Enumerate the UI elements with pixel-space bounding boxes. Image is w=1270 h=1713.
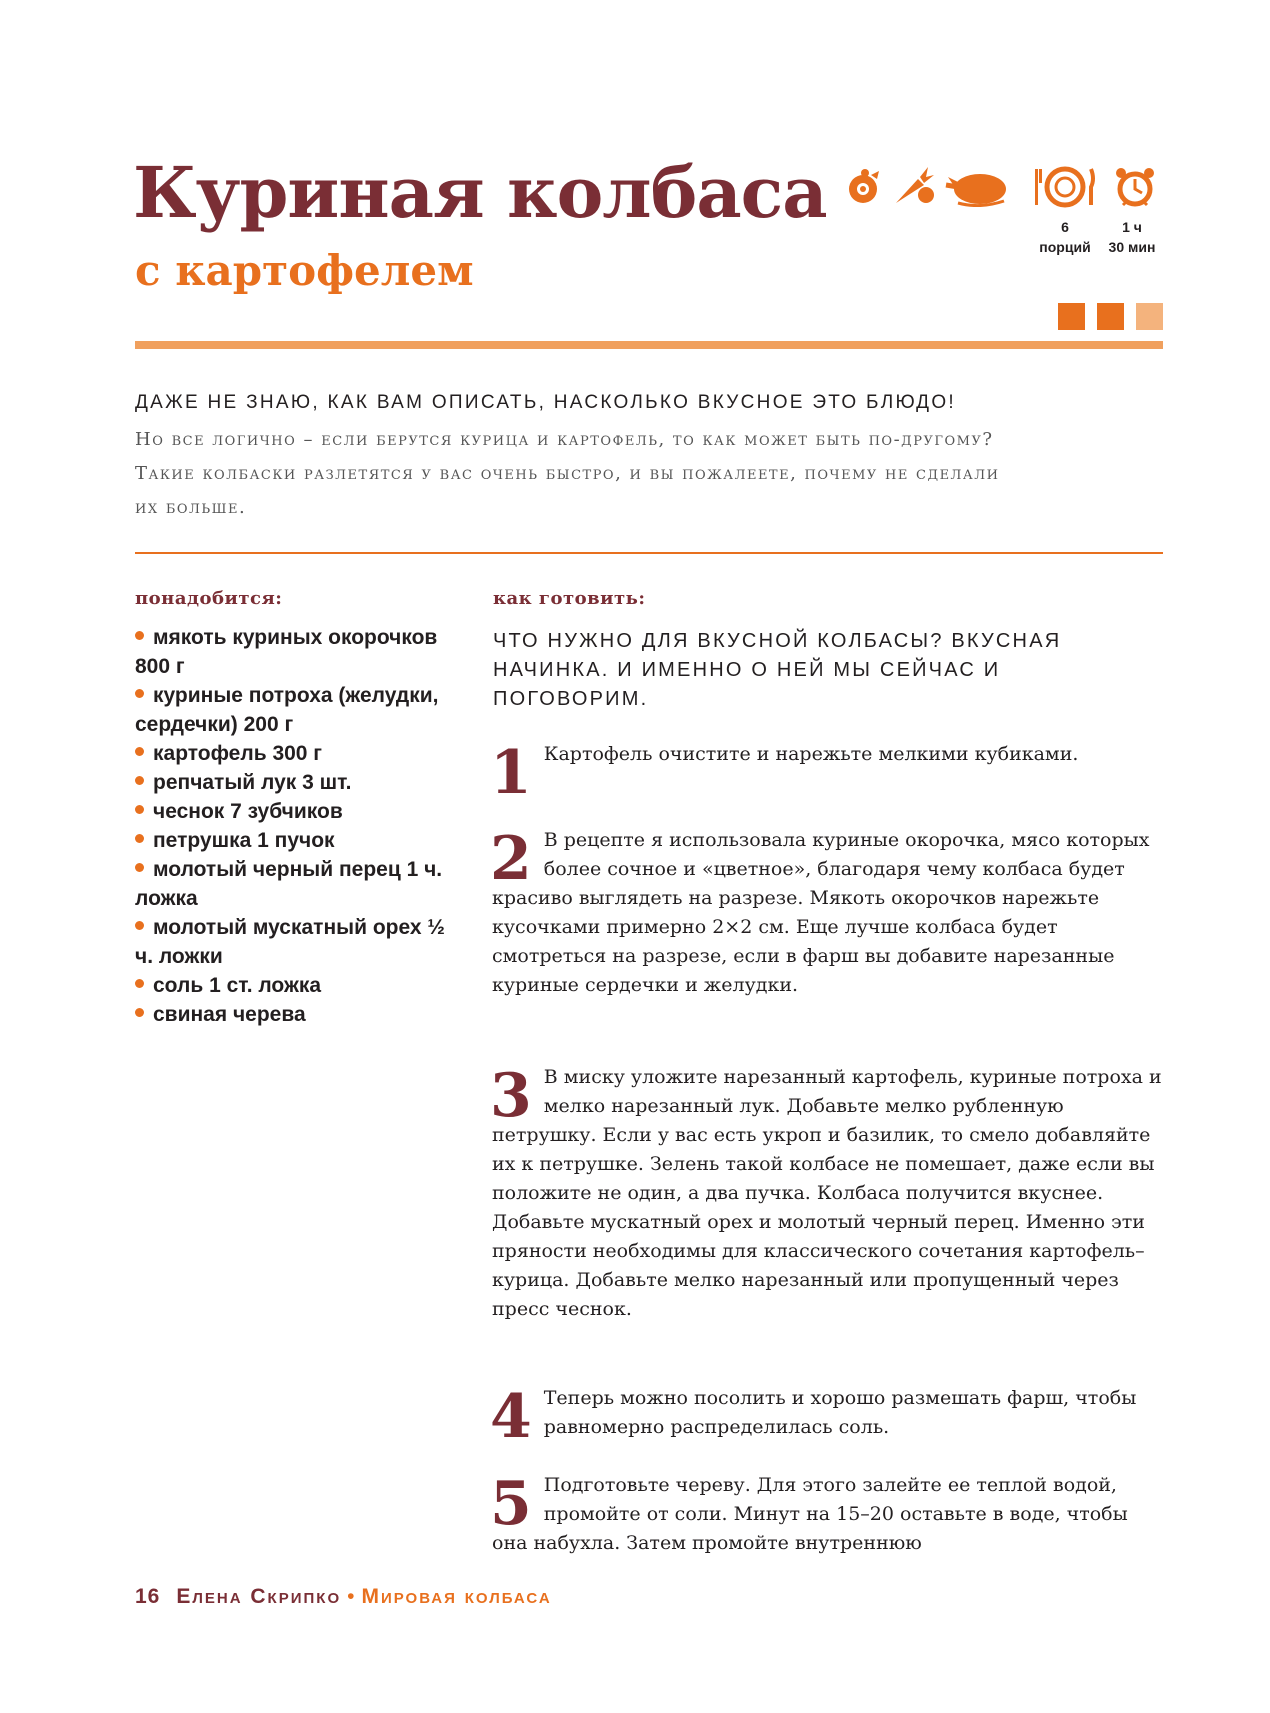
intro-line: их больше. xyxy=(135,497,247,518)
recipe-icons xyxy=(845,165,1157,209)
step-4 xyxy=(490,1382,1164,1452)
author-name: Елена Скрипко xyxy=(176,1585,342,1608)
intro-text xyxy=(135,423,1165,525)
ingredient-item: молотый мускатный орех ½ ч. ложки xyxy=(135,916,445,968)
step-text: Картофель очистите и нарежьте мелкими кубиками. xyxy=(543,743,1079,765)
alarm-clock-icon xyxy=(1113,165,1157,209)
step-number: 4 xyxy=(490,1382,532,1452)
bullet-icon xyxy=(135,747,144,756)
step-text: В рецепте я использовала куриные окорочка, мясо которых более сочное и «цветное», благодаря чему колбаса будет красиво выглядеть на разрезе. Мякоть окорочков нарежьте кусочками примерно 2×2 см. Еще лучше колбаса будет смотреться на разрезе, если в фарш вы добавите нарезанные куриные сердечки и желудки. xyxy=(492,829,1150,996)
page-number: 16 xyxy=(135,1585,161,1608)
header-divider xyxy=(135,341,1163,349)
step-number: 3 xyxy=(490,1061,532,1131)
ingredient-item: соль 1 ст. ложка xyxy=(135,971,465,1000)
step-number: 5 xyxy=(490,1469,532,1539)
bullet-icon xyxy=(135,631,144,640)
recipe-subtitle: с картофелем xyxy=(135,246,474,295)
servings-value: 6 xyxy=(1061,219,1069,235)
bullet-icon xyxy=(135,689,144,698)
intro-line: Такие колбаски разлетятся у вас очень быстро, и вы пожалеете, почему не сделали xyxy=(135,463,1000,484)
step-3 xyxy=(492,1063,1164,1324)
intro-line: Но все логично – если берутся курица и картофель, то как может быть по-другому? xyxy=(135,429,994,450)
method-intro: ЧТО НУЖНО ДЛЯ ВКУСНОЙ КОЛБАСЫ? ВКУСНАЯ НАЧИНКА. И ИМЕННО О НЕЙ МЫ СЕЙЧАС И ПОГОВОРИМ. xyxy=(493,630,1062,710)
chicken-icon xyxy=(845,165,885,205)
step-1 xyxy=(490,738,1164,808)
bullet-icon xyxy=(135,776,144,785)
footer-bullet: • xyxy=(347,1585,356,1608)
ingredient-item: репчатый лук 3 шт. xyxy=(135,768,465,797)
plate-cutlery-icon xyxy=(1033,165,1097,209)
difficulty-square-1 xyxy=(1058,303,1085,330)
ingredients-heading: понадобится: xyxy=(135,588,283,609)
carrot-icon xyxy=(892,165,936,207)
difficulty-square-3 xyxy=(1136,303,1163,330)
ingredients-list xyxy=(135,623,465,1029)
step-text: Теперь можно посолить и хорошо размешать фарш, чтобы равномерно распределилась соль. xyxy=(543,1387,1137,1438)
page-footer xyxy=(135,1585,552,1609)
bullet-icon xyxy=(135,805,144,814)
step-text: В миску уложите нарезанный картофель, куриные потроха и мелко нарезанный лук. Добавьте мелко рубленную петрушку. Если у вас есть укроп и базилик, то смело добавляйте их к петрушке. Зелень такой колбасе не помешает, даже если вы положите не один, а два пучка. Колбаса получится вкуснее. Добавьте мускатный орех и молотый черный перец. Именно эти пряности необходимы для классического сочетания картофель–курица. Добавьте мелко нарезанный или пропущенный через пресс чеснок. xyxy=(492,1066,1162,1320)
intro-headline: ДАЖЕ НЕ ЗНАЮ, КАК ВАМ ОПИСАТЬ, НАСКОЛЬКО ВКУСНОЕ ЭТО БЛЮДО! xyxy=(135,392,957,413)
time-label: 30 мин xyxy=(1108,239,1156,255)
book-title: Мировая колбаса xyxy=(361,1585,552,1608)
servings-label: порций xyxy=(1039,239,1091,255)
recipe-title: Куриная колбаса xyxy=(133,151,827,234)
bullet-icon xyxy=(135,921,144,930)
ingredient-item: куриные потроха (желудки, сердечки) 200 г xyxy=(135,684,439,736)
difficulty-square-2 xyxy=(1097,303,1124,330)
ingredient-item: мякоть куриных окорочков 800 г xyxy=(135,626,438,678)
step-2 xyxy=(492,826,1164,1000)
bullet-icon xyxy=(135,1008,144,1017)
ingredient-item: петрушка 1 пучок xyxy=(135,826,465,855)
time-value: 1 ч xyxy=(1122,219,1142,235)
step-text: Подготовьте череву. Для этого залейте ее теплой водой, промойте от соли. Минут на 15–20 оставьте в воде, чтобы она набухла. Затем промойте внутреннюю xyxy=(492,1474,1128,1554)
ingredient-item: молотый черный перец 1 ч. ложка xyxy=(135,858,443,910)
ingredient-item: картофель 300 г xyxy=(135,739,465,768)
bullet-icon xyxy=(135,979,144,988)
ingredient-item: свиная черева xyxy=(135,1000,465,1029)
section-divider xyxy=(135,552,1163,554)
bullet-icon xyxy=(135,863,144,872)
step-5 xyxy=(492,1471,1164,1558)
bullet-icon xyxy=(135,834,144,843)
ingredient-item: чеснок 7 зубчиков xyxy=(135,797,465,826)
difficulty-indicator xyxy=(1058,303,1163,330)
step-number: 1 xyxy=(490,738,532,808)
roast-chicken-icon xyxy=(942,165,1014,207)
method-heading: как готовить: xyxy=(493,588,646,609)
step-number: 2 xyxy=(490,824,532,894)
